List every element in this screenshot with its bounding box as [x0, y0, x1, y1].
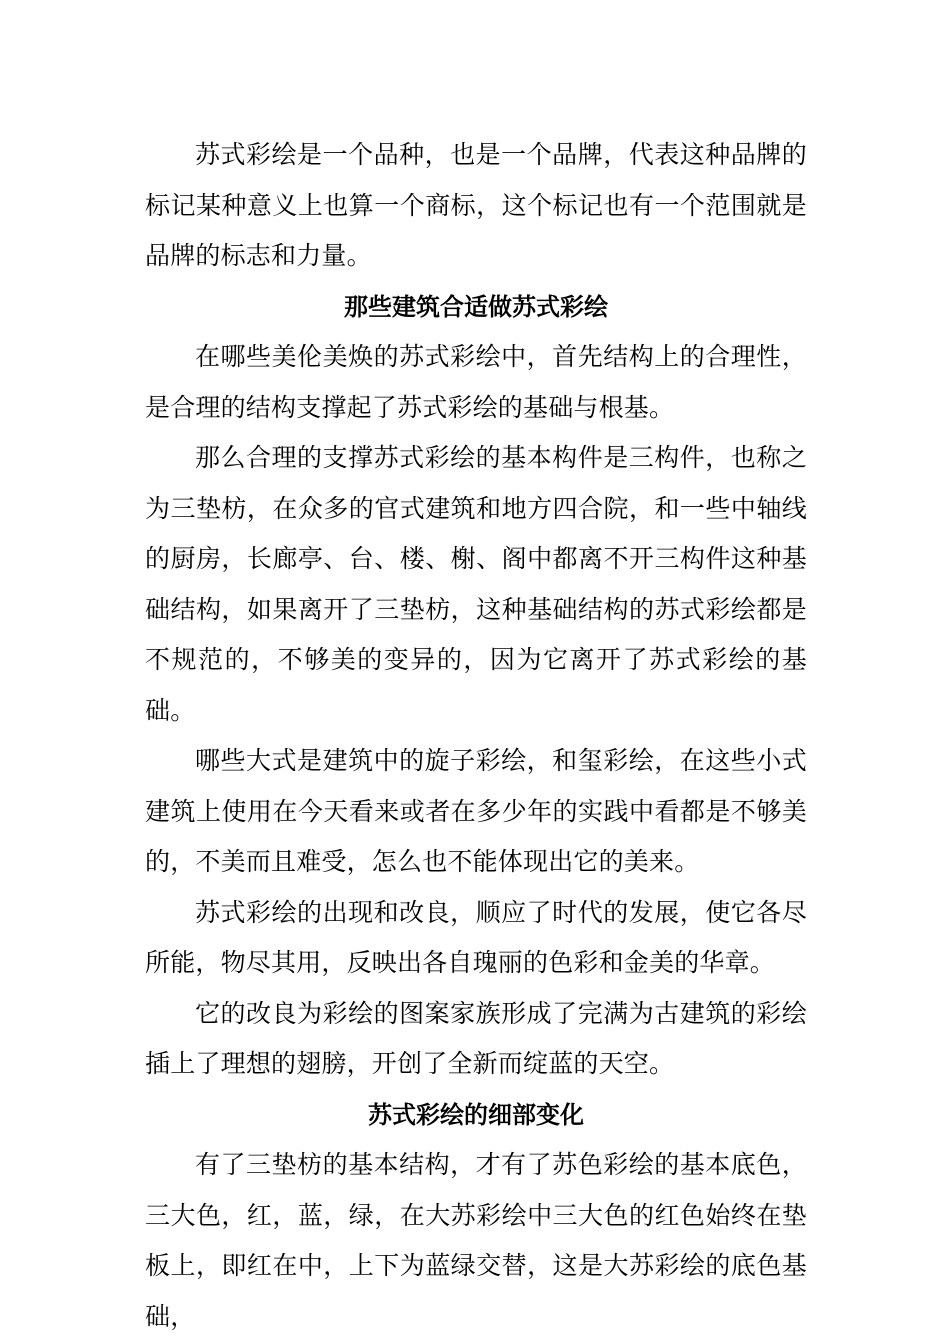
paragraph-base-colors: 有了三垫枋的基本结构，才有了苏色彩绘的基本底色，三大色，红，蓝，绿，在大苏彩绘中三大色的红色始终在垫板上，即红在中，上下为蓝绿交替，这是大苏彩绘的底色基础， — [145, 1150, 807, 1331]
paragraph-emergence-improvement: 苏式彩绘的出现和改良，顺应了时代的发展，使它各尽所能，物尽其用，反映出各自瑰丽的色彩和金美的华章。 — [145, 897, 807, 977]
section-heading-detail-changes: 苏式彩绘的细部变化 — [368, 1099, 584, 1129]
paragraph-brand-intro: 苏式彩绘是一个品种，也是一个品牌，代表这种品牌的标记某种意义上也算一个商标，这个标记也有一个范围就是品牌的标志和力量。 — [145, 140, 807, 270]
paragraph-three-components: 那么合理的支撑苏式彩绘的基本构件是三构件，也称之为三垫枋，在众多的官式建筑和地方四合院，和一些中轴线的厨房，长廊亭、台、楼、榭、阁中都离不开三构件这种基础结构，如果离开了三垫枋，这种基础结构的苏式彩绘都是不规范的，不够美的变异的，因为它离开了苏式彩绘的基础。 — [145, 443, 807, 725]
section-heading-suitable-buildings: 那些建筑合适做苏式彩绘 — [344, 291, 608, 321]
paragraph-structure-rationality: 在哪些美伦美焕的苏式彩绘中，首先结构上的合理性，是合理的结构支撑起了苏式彩绘的基础与根基。 — [145, 342, 807, 422]
document-page — [145, 130, 807, 1342]
paragraph-large-style-buildings: 哪些大式是建筑中的旋子彩绘，和玺彩绘，在这些小式建筑上使用在今天看来或者在多少年的实践中看都是不够美的，不美而且难受，怎么也不能体现出它的美来。 — [145, 746, 807, 876]
paragraph-pattern-family: 它的改良为彩绘的图案家族形成了完满为古建筑的彩绘插上了理想的翅膀，开创了全新而绽蓝的天空。 — [145, 998, 807, 1078]
